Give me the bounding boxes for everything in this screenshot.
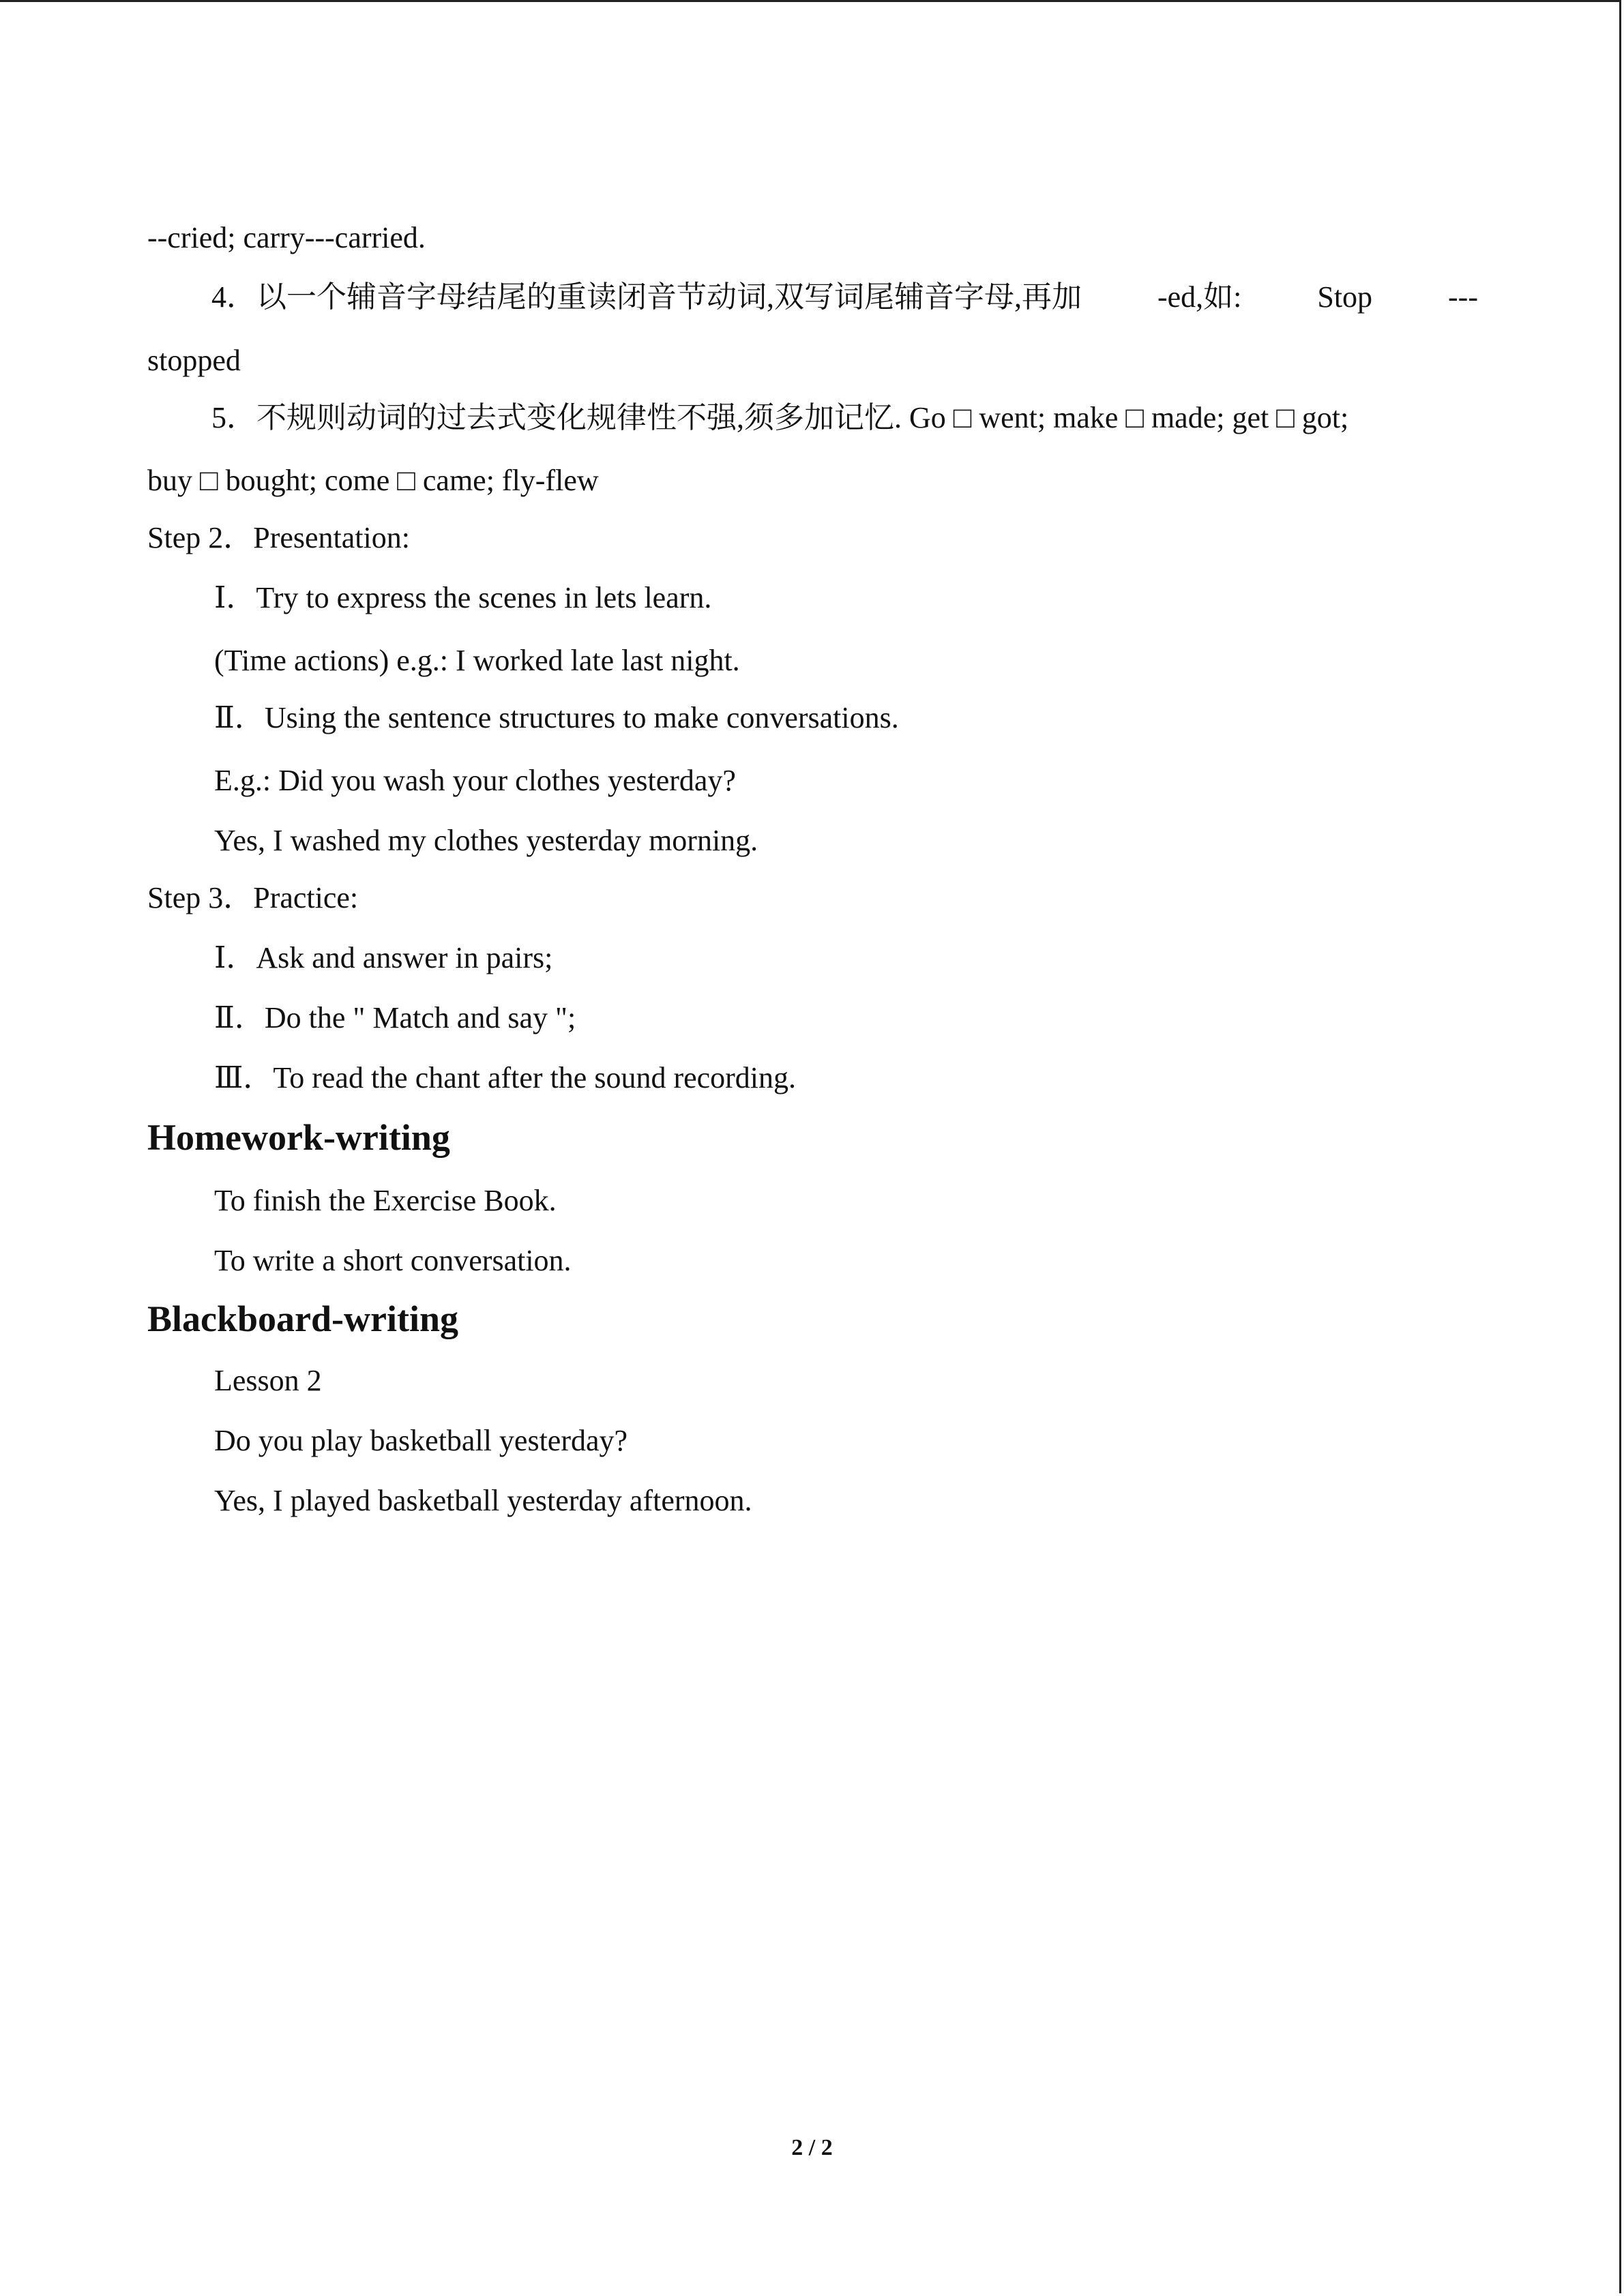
- page-number: 2 / 2: [791, 2135, 833, 2160]
- step-2-item: E.g.: Did you wash your clothes yesterday?: [214, 764, 736, 797]
- step-2-item: Ⅰ．Try to express the scenes in lets learn.: [214, 581, 712, 614]
- step-3-item: Ⅲ．To read the chant after the sound recording.: [214, 1061, 797, 1094]
- blackboard-item: Do you play basketball yesterday?: [214, 1424, 628, 1457]
- step-3-item: Ⅱ．Do the " Match and say ";: [214, 1001, 576, 1034]
- rule-4-example: Stop: [1317, 280, 1373, 314]
- step-2-item: Yes, I washed my clothes yesterday morning.: [214, 824, 758, 857]
- text-line: --cried; carry---carried.: [147, 221, 426, 254]
- text-line: buy □ bought; come □ came; fly-flew: [147, 464, 599, 497]
- homework-heading: Homework-writing: [147, 1117, 450, 1158]
- step-3-item: Ⅰ．Ask and answer in pairs;: [214, 941, 553, 974]
- text-line: stopped: [147, 344, 241, 377]
- step-2-item: Ⅱ．Using the sentence structures to make conversations.: [214, 701, 899, 734]
- homework-item: To finish the Exercise Book.: [214, 1184, 557, 1217]
- text-line-rule-4: [211, 278, 1478, 316]
- blackboard-heading: Blackboard-writing: [147, 1298, 459, 1339]
- blackboard-item: Lesson 2: [214, 1364, 322, 1397]
- rule-4-text: 4．以一个辅音字母结尾的重读闭音节动词,双写词尾辅音字母,再加: [211, 280, 1082, 314]
- rule-4-suffix: -ed,如:: [1157, 280, 1242, 314]
- blackboard-item: Yes, I played basketball yesterday afternoon.: [214, 1484, 752, 1517]
- homework-item: To write a short conversation.: [214, 1244, 572, 1277]
- step-2-item: (Time actions) e.g.: I worked late last night.: [214, 644, 740, 677]
- step-2-heading: Step 2．Presentation:: [147, 521, 410, 554]
- text-line-rule-5: 5．不规则动词的过去式变化规律性不强,须多加记忆. Go □ went; make □ made; get □ got;: [211, 401, 1349, 434]
- step-3-heading: Step 3．Practice:: [147, 881, 359, 914]
- rule-4-dashes: ---: [1448, 280, 1478, 314]
